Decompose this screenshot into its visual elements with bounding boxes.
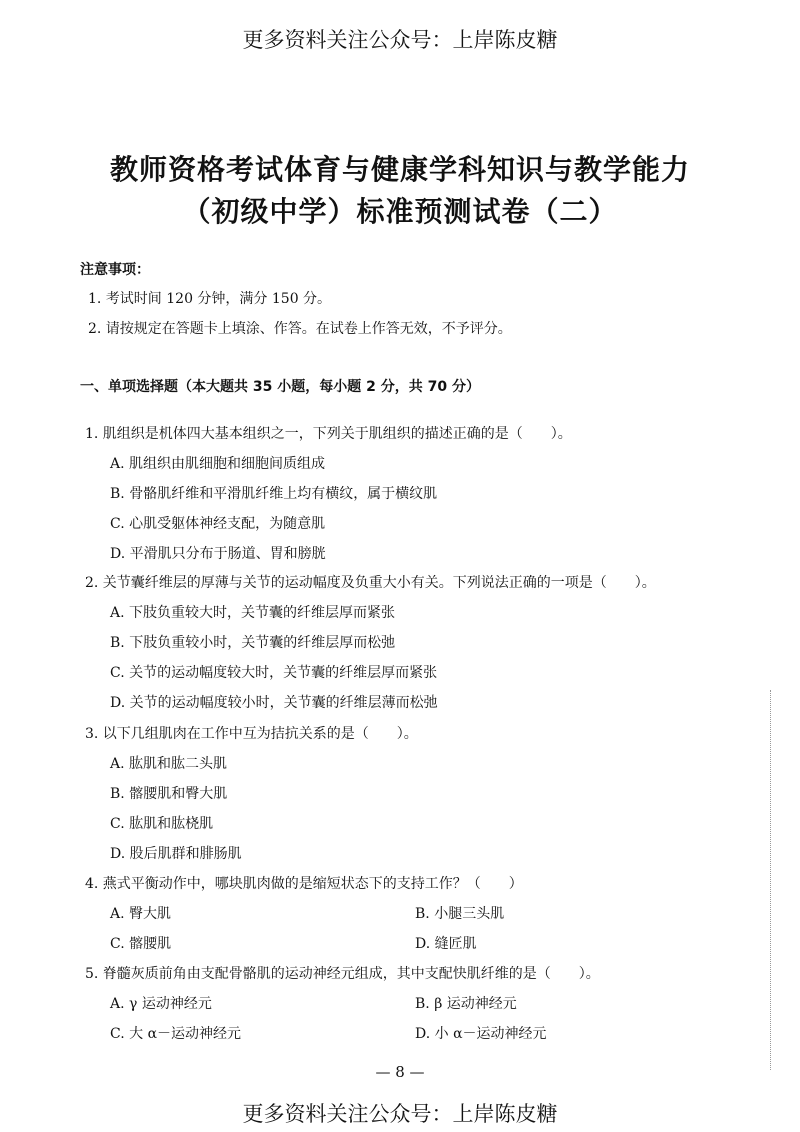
question-option: A. γ 运动神经元: [110, 996, 212, 1012]
question-option: C. 大 α－运动神经元: [110, 1026, 242, 1042]
footer-banner: 更多资料关注公众号：上岸陈皮糖: [242, 1102, 558, 1126]
question-option: A. 肱肌和肱二头肌: [110, 756, 228, 772]
scan-edge-mark: [770, 690, 771, 1070]
question-option: B. β 运动神经元: [415, 996, 517, 1012]
question-option: B. 髂腰肌和臀大肌: [110, 786, 228, 802]
exam-title-line1: 教师资格考试体育与健康学科知识与教学能力: [109, 153, 690, 186]
question-stem: 5. 脊髓灰质前角由支配骨骼肌的运动神经元组成，其中支配快肌纤维的是（ ）。: [85, 966, 600, 982]
question-option: D. 平滑肌只分布于肠道、胃和膀胱: [110, 546, 326, 562]
section-heading: 一、单项选择题（本大题共 35 小题，每小题 2 分，共 70 分）: [80, 379, 480, 395]
notice-item: 2. 请按规定在答题卡上填涂、作答。在试卷上作答无效，不予评分。: [88, 321, 512, 337]
question-stem: 4. 燕式平衡动作中，哪块肌肉做的是缩短状态下的支持工作？（ ）: [85, 876, 523, 892]
question-option: A. 下肢负重较大时，关节囊的纤维层厚而紧张: [110, 605, 396, 621]
question-option: A. 肌组织由肌细胞和细胞间质组成: [110, 456, 326, 472]
question-option: D. 股后肌群和腓肠肌: [110, 846, 242, 862]
question-option: B. 下肢负重较小时，关节囊的纤维层厚而松弛: [110, 635, 396, 651]
question-option: A. 臀大肌: [110, 906, 172, 922]
exam-title-line2: （初级中学）标准预测试卷（二）: [182, 195, 618, 228]
question-option: D. 小 α－运动神经元: [415, 1026, 547, 1042]
question-option: C. 心肌受躯体神经支配，为随意肌: [110, 516, 326, 532]
question-option: B. 骨骼肌纤维和平滑肌纤维上均有横纹，属于横纹肌: [110, 486, 438, 502]
question-stem: 1. 肌组织是机体四大基本组织之一，下列关于肌组织的描述正确的是（ ）。: [85, 426, 572, 442]
notice-heading: 注意事项：: [80, 262, 150, 278]
notice-item: 1. 考试时间 120 分钟，满分 150 分。: [88, 291, 332, 307]
question-option: C. 关节的运动幅度较大时，关节囊的纤维层厚而紧张: [110, 665, 438, 681]
question-option: C. 髂腰肌: [110, 936, 172, 952]
question-option: D. 关节的运动幅度较小时，关节囊的纤维层薄而松弛: [110, 695, 438, 711]
question-stem: 2. 关节囊纤维层的厚薄与关节的运动幅度及负重大小有关。下列说法正确的一项是（ ）。: [85, 575, 656, 591]
page-number: — 8 —: [375, 1063, 425, 1081]
question-option: D. 缝匠肌: [415, 936, 477, 952]
header-banner: 更多资料关注公众号：上岸陈皮糖: [242, 28, 558, 52]
question-option: C. 肱肌和肱桡肌: [110, 816, 214, 832]
question-stem: 3. 以下几组肌肉在工作中互为拮抗关系的是（ ）。: [85, 726, 418, 742]
question-option: B. 小腿三头肌: [415, 906, 505, 922]
